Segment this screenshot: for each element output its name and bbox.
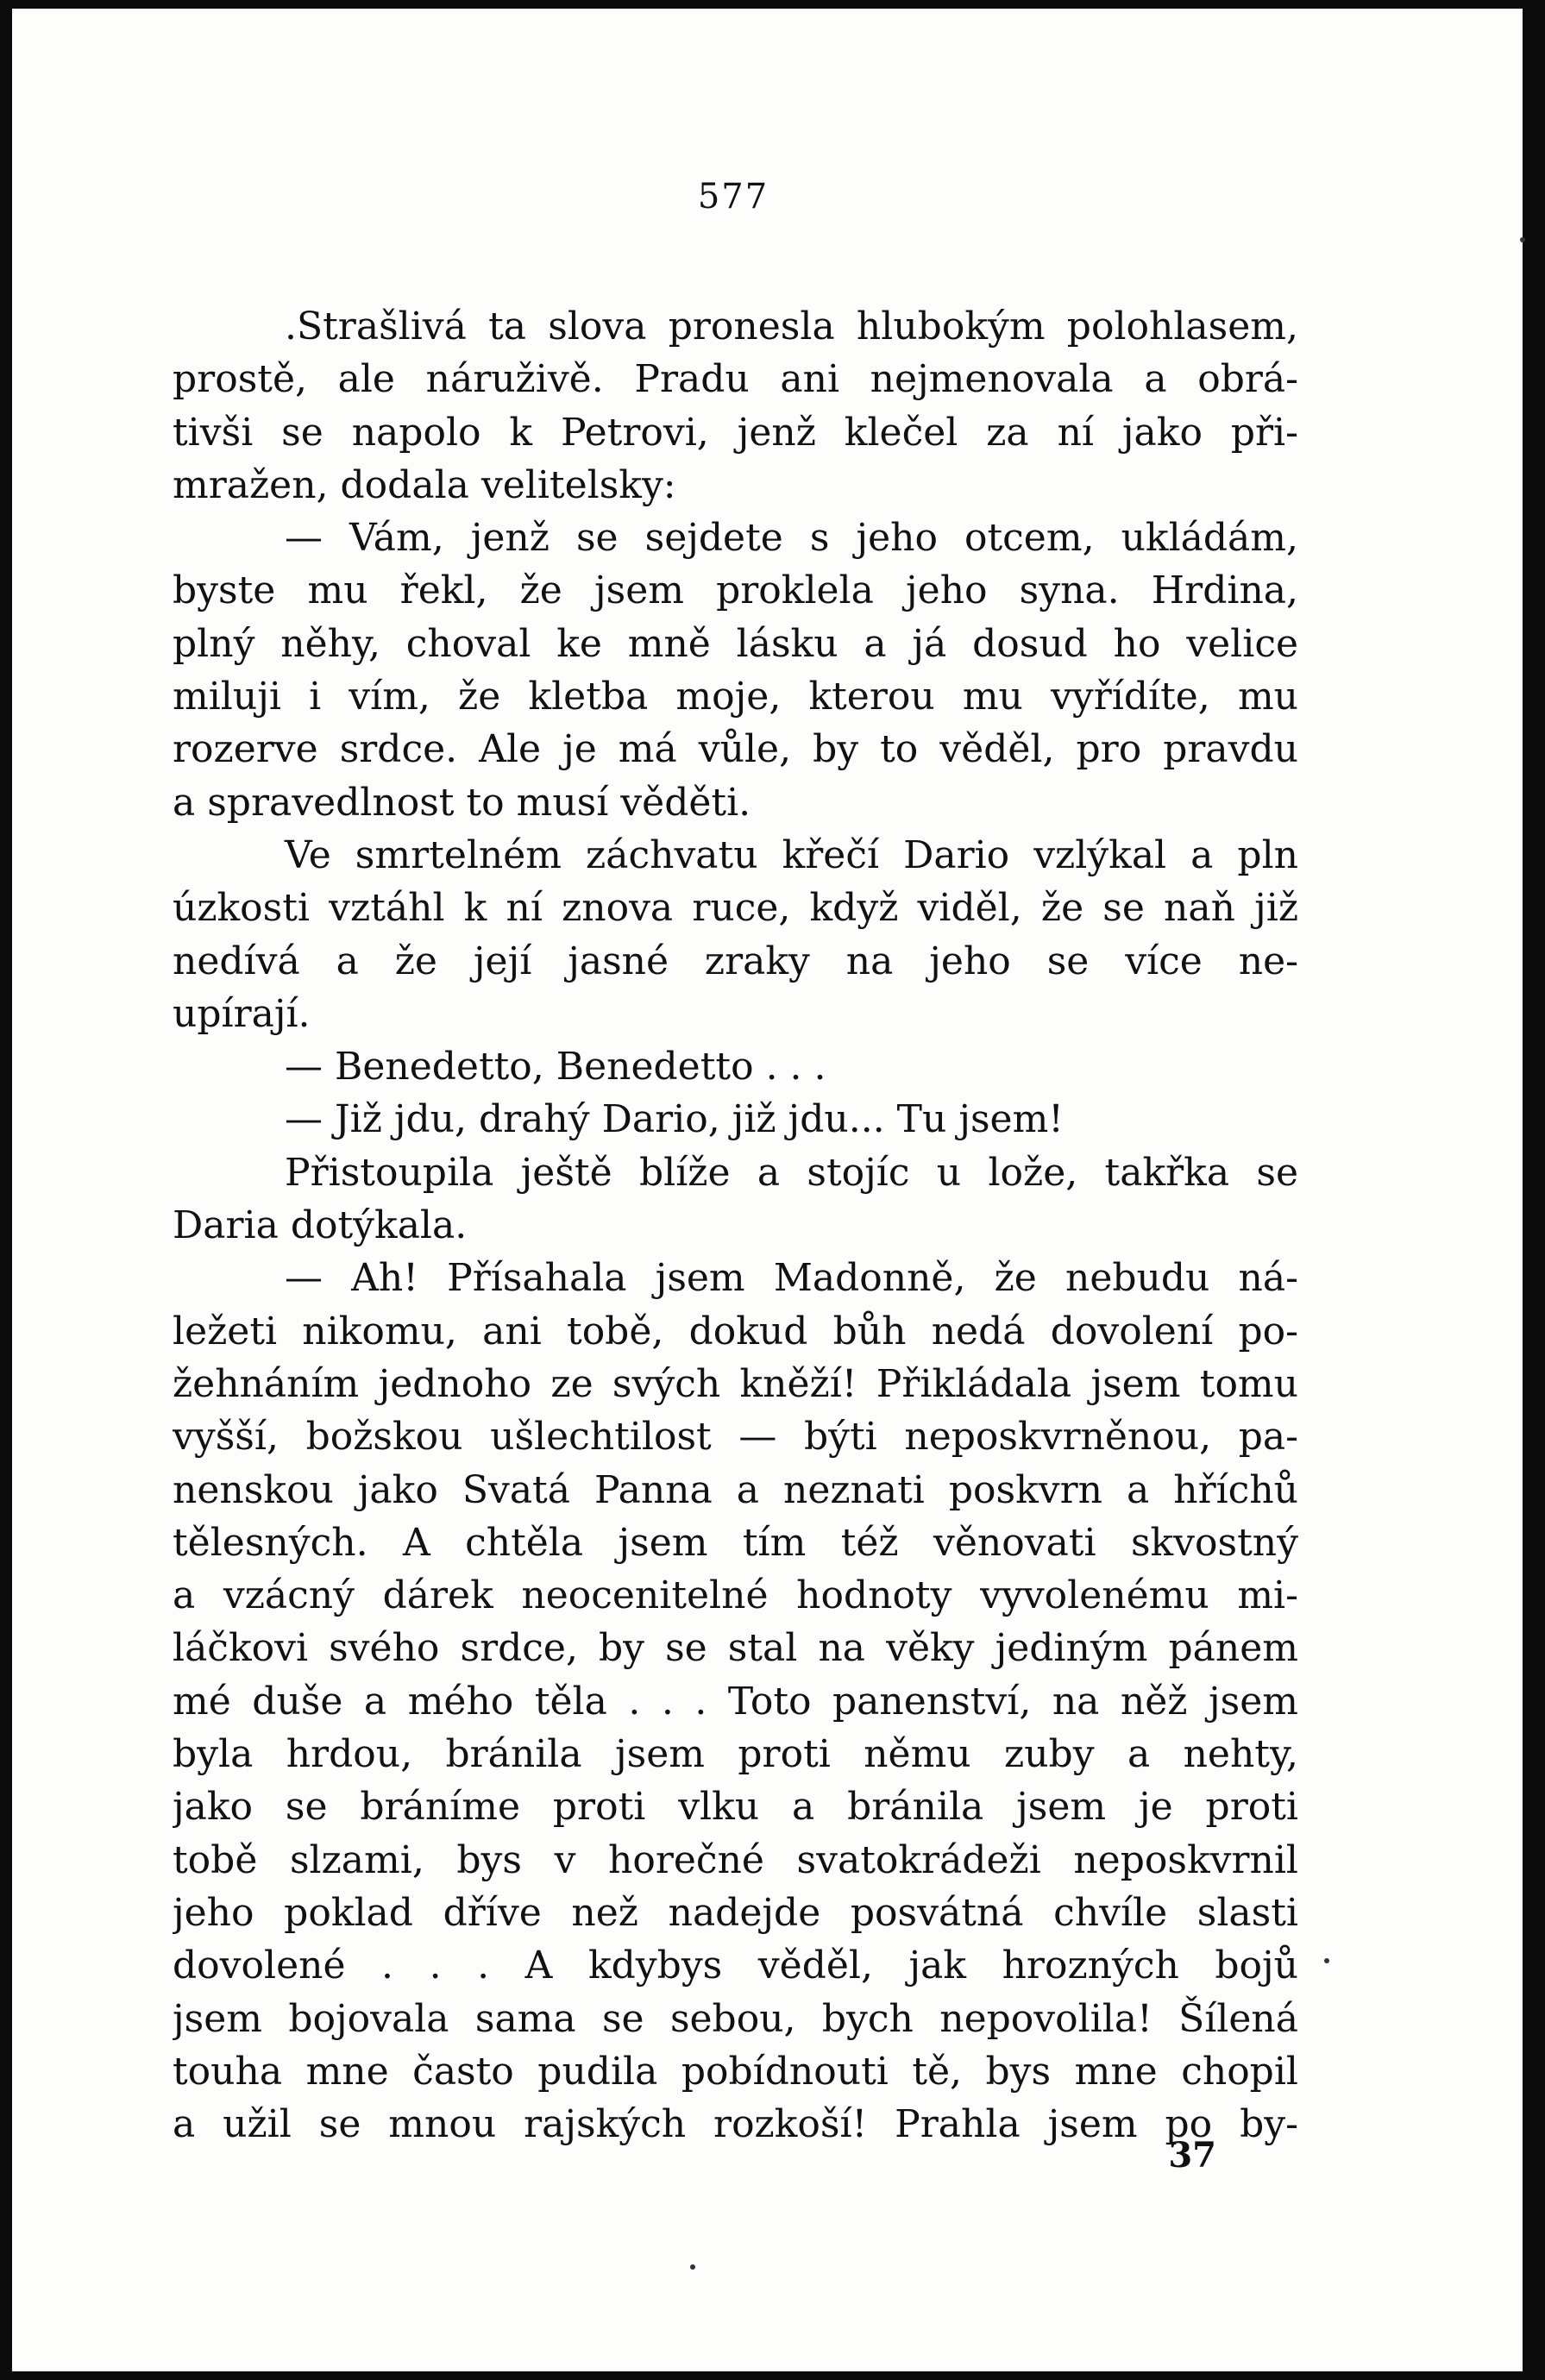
- text-line: Daria dotýkala.: [173, 1203, 468, 1248]
- text-line: a vzácný dárek neocenitelné hodnoty vyvolenému mi-: [173, 1573, 1298, 1618]
- text-line: miluji i vím, že kletba moje, kterou mu vyřídíte, mu: [173, 675, 1298, 719]
- page-number: 577: [697, 177, 769, 217]
- text-line: dovolené . . . A kdybys věděl, jak hrozných bojů: [173, 1944, 1298, 1988]
- text-line: rozerve srdce. Ale je má vůle, by to věděl, pro pravdu: [173, 727, 1298, 772]
- text-line: nedívá a že její jasné zraky na jeho se více ne-: [173, 939, 1298, 983]
- text-line: Přistoupila ještě blíže a stojíc u lože, takřka se: [285, 1150, 1298, 1195]
- text-line: .Strašlivá ta slova pronesla hlubokým polohlasem,: [285, 305, 1298, 349]
- dust-speck: [1520, 237, 1525, 242]
- text-line: a užil se mnou rajských rozkoší! Prahla jsem po by-: [173, 2102, 1298, 2147]
- text-line: ležeti nikomu, ani tobě, dokud bůh nedá dovolení po-: [173, 1309, 1298, 1353]
- text-line: jako se bráníme proti vlku a bránila jsem je proti: [173, 1785, 1298, 1830]
- body-text: [173, 300, 1298, 2151]
- text-line: mé duše a mého těla . . . Toto panenství, na něž jsem: [173, 1679, 1298, 1724]
- printer-signature-mark: 37: [1168, 2135, 1216, 2176]
- text-line: jeho poklad dříve než nadejde posvátná chvíle slasti: [173, 1890, 1298, 1935]
- text-line: plný něhy, choval ke mně lásku a já dosud ho velice: [173, 621, 1298, 666]
- text-line: nenskou jako Svatá Panna a neznati poskvrn a hříchů: [173, 1467, 1298, 1512]
- text-line: touha mne často pudila pobídnouti tě, bys mne chopil: [173, 2049, 1298, 2094]
- text-line: jsem bojovala sama se sebou, bych nepovolila! Šílená: [173, 1996, 1298, 2041]
- text-line: byla hrdou, bránila jsem proti němu zuby a nehty,: [173, 1732, 1298, 1777]
- text-line: — Benedetto, Benedetto . . .: [285, 1045, 826, 1090]
- text-line: — Vám, jenž se sejdete s jeho otcem, ukládám,: [285, 516, 1298, 561]
- text-line: byste mu řekl, že jsem proklela jeho syna. Hrdina,: [173, 568, 1298, 613]
- text-line: upírají.: [173, 991, 311, 1036]
- dust-speck: [690, 2264, 695, 2270]
- text-line: tobě slzami, bys v horečné svatokrádeži neposkvrnil: [173, 1837, 1298, 1882]
- text-line: — Ah! Přísahala jsem Madonně, že nebudu ná-: [285, 1256, 1298, 1301]
- text-line: láčkovi svého srdce, by se stal na věky jediným pánem: [173, 1626, 1298, 1671]
- text-line: úzkosti vztáhl k ní znova ruce, když viděl, že se naň již: [173, 886, 1298, 931]
- text-line: a spravedlnost to musí věděti.: [173, 780, 751, 825]
- scan-border-bottom: [0, 2371, 1545, 2380]
- dust-speck: [1324, 1958, 1329, 1963]
- text-line: tivši se napolo k Petrovi, jenž klečel za ní jako při-: [173, 410, 1298, 455]
- text-line: prostě, ale náruživě. Pradu ani nejmenovala a obrá-: [173, 357, 1298, 402]
- text-line: Ve smrtelném záchvatu křečí Dario vzlýkal a pln: [285, 832, 1298, 877]
- text-line: mražen, dodala velitelsky:: [173, 462, 676, 507]
- text-line: žehnáním jednoho ze svých kněží! Přikládala jsem tomu: [173, 1361, 1298, 1406]
- text-line: tělesných. A chtěla jsem tím též věnovati skvostný: [173, 1520, 1298, 1565]
- scan-border-top: [0, 0, 1545, 9]
- scan-border-right: [1523, 0, 1545, 2380]
- text-line: vyšší, božskou ušlechtilost — býti neposkvrněnou, pa-: [173, 1415, 1298, 1460]
- scan-border-left: [0, 0, 12, 2380]
- text-line: — Již jdu, drahý Dario, již jdu... Tu jsem!: [285, 1097, 1064, 1142]
